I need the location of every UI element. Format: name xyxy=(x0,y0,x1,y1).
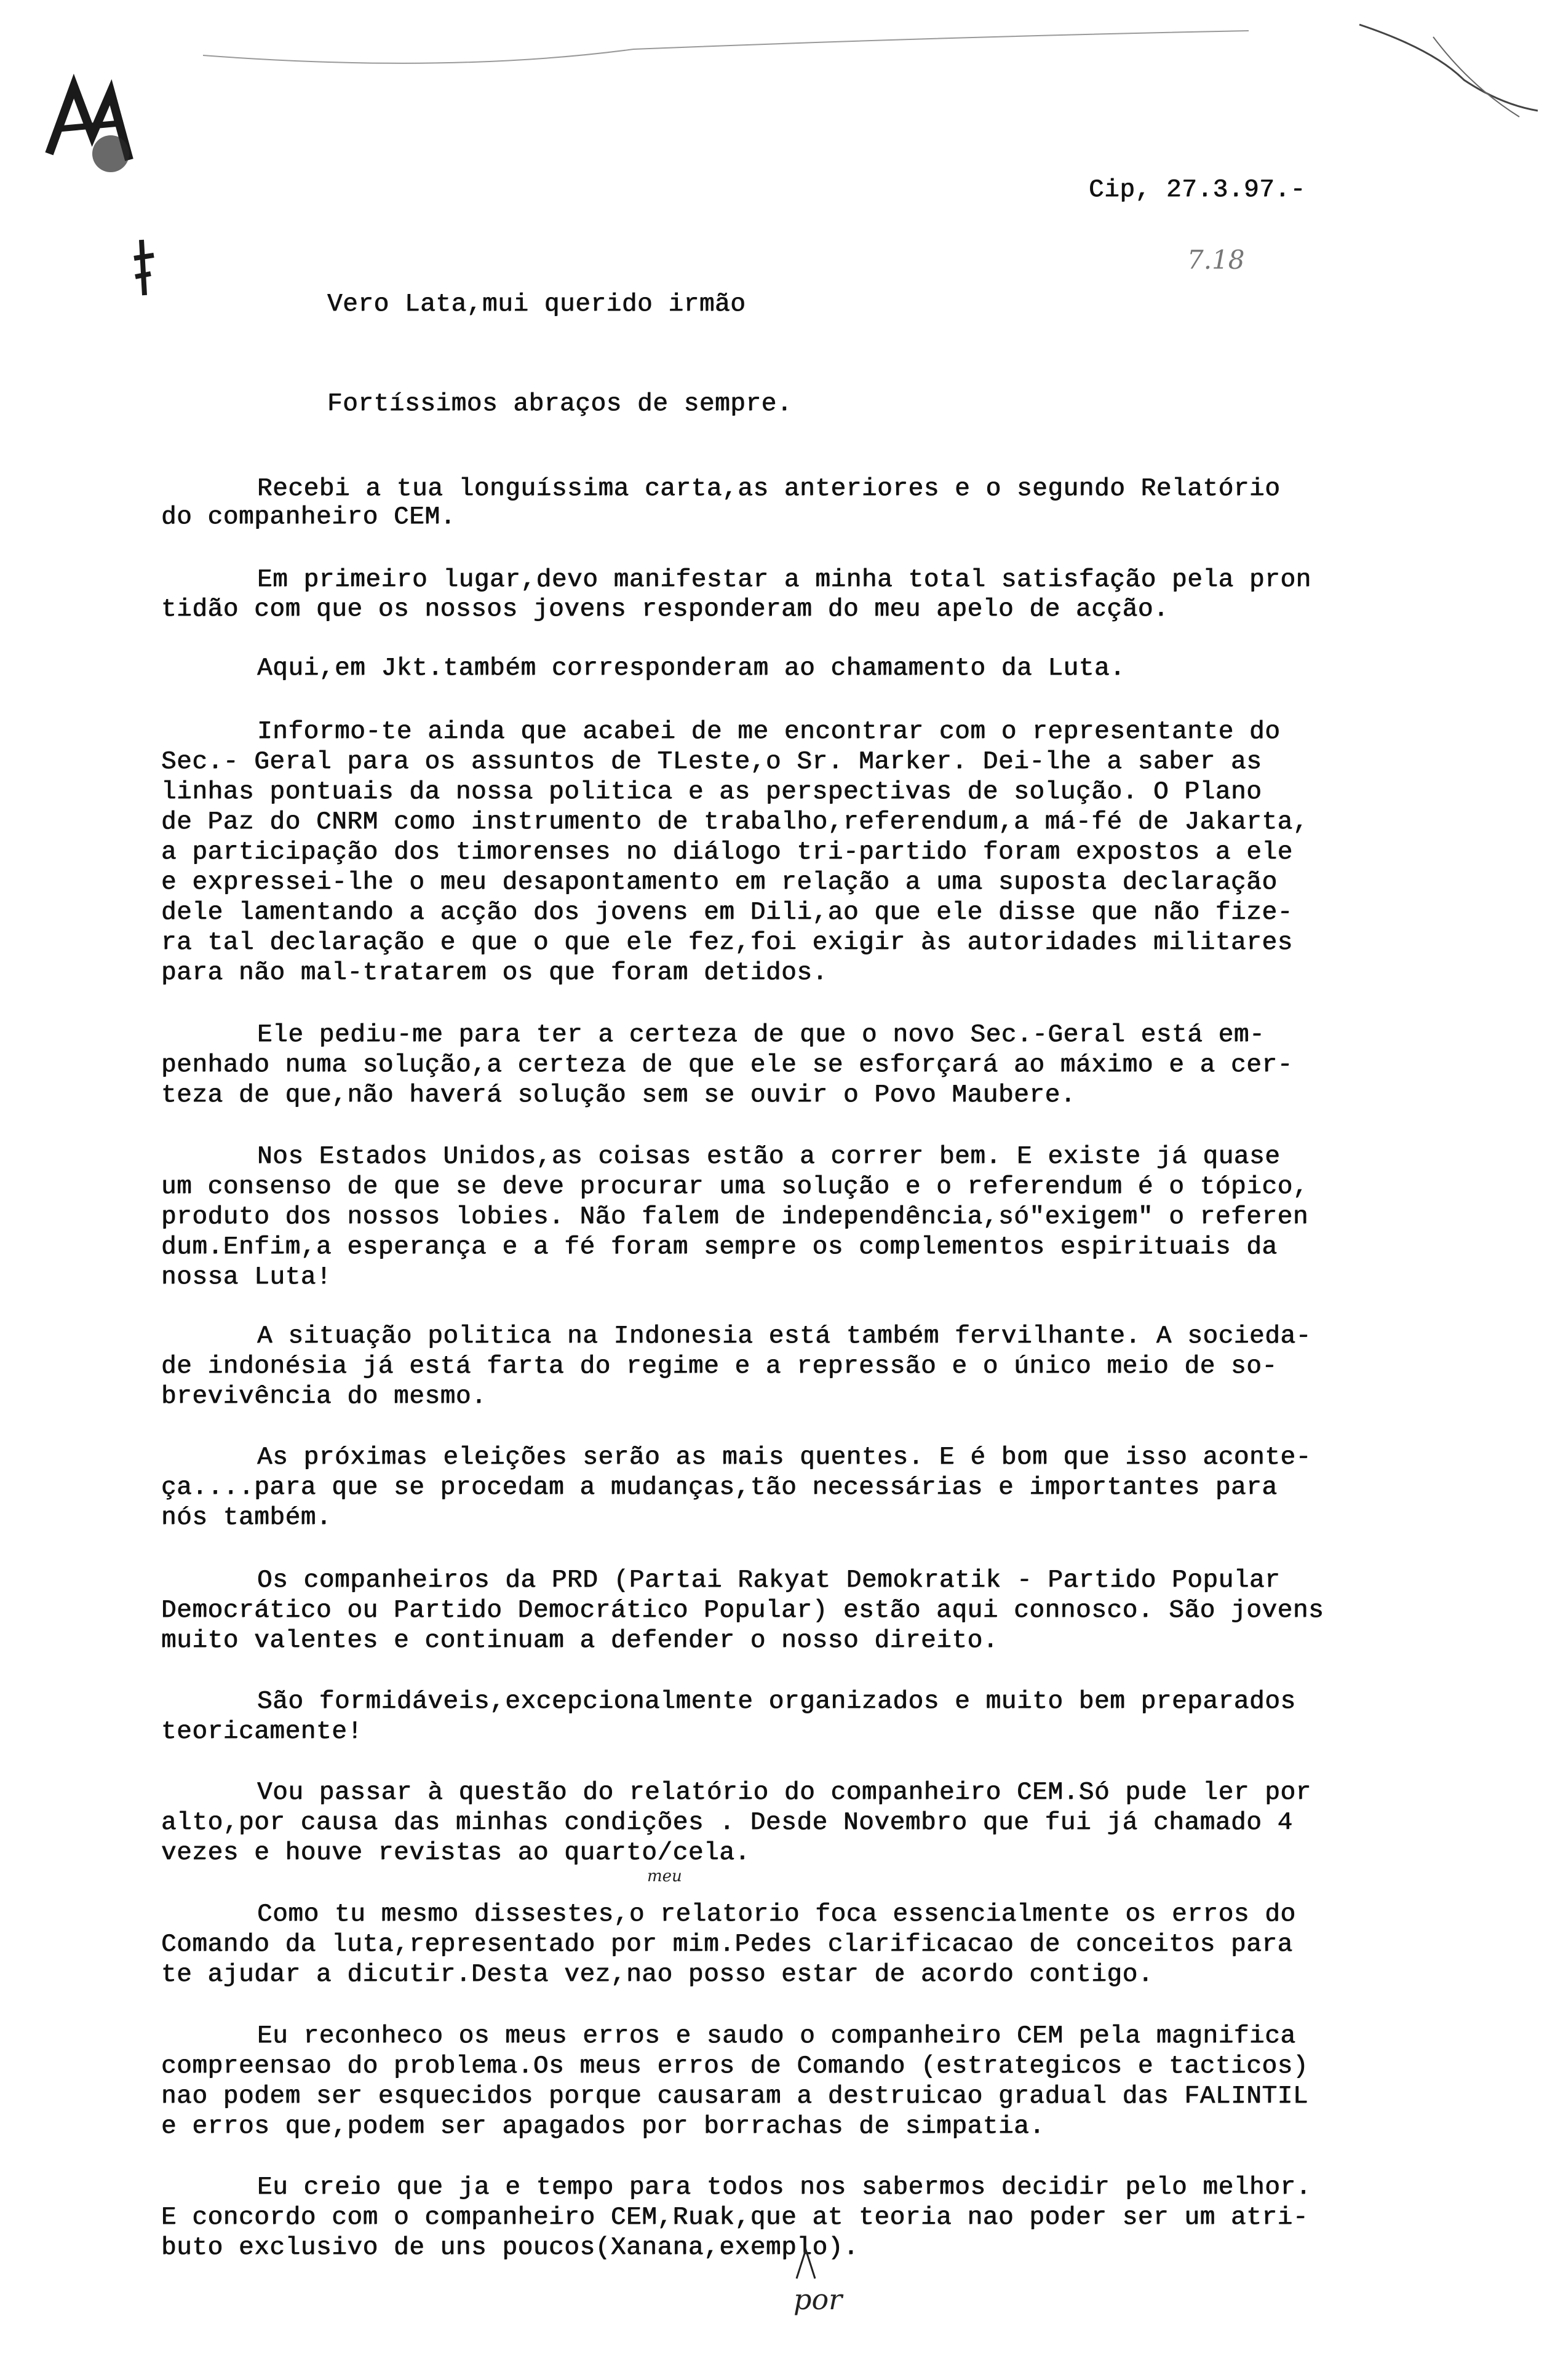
handwritten-insert-por: por xyxy=(793,2283,843,2316)
paragraph-9-line-1: teoricamente! xyxy=(161,1718,363,1746)
paragraph-7-line-1: ça....para que se procedam a mudanças,tão necessárias e importantes para xyxy=(161,1474,1278,1502)
paragraph-3-line-0: Informo-te ainda que acabei de me encontrar com o representante do xyxy=(257,718,1281,746)
paragraph-5-line-4: nossa Luta! xyxy=(161,1263,332,1291)
paragraph-12-line-0: Eu reconheco os meus erros e saudo o companheiro CEM pela magnifica xyxy=(257,2022,1296,2050)
top-edge-stain xyxy=(203,12,1544,135)
paragraph-1-line-0: Em primeiro lugar,devo manifestar a minha total satisfação pela pron xyxy=(257,566,1311,594)
paragraph-10-line-1: alto,por causa das minhas condições . Desde Novembro que fui já chamado 4 xyxy=(161,1809,1293,1837)
paragraph-4-line-1: penhado numa solução,a certeza de que ele se esforçará ao máximo e a cer- xyxy=(161,1051,1293,1079)
paragraph-5-line-2: produto dos nossos lobies. Não falem de independência,só"exigem" o referen xyxy=(161,1203,1309,1231)
paragraph-12-line-3: e erros que,podem ser apagados por borrachas de simpatia. xyxy=(161,2112,1045,2141)
paragraph-12-line-1: compreensao do problema.Os meus erros de Comando (estrategicos e tacticos) xyxy=(161,2052,1309,2081)
insertion-caret-mark xyxy=(793,2245,818,2282)
paragraph-3-line-5: e expressei-lhe o meu desapontamento em relação a uma suposta declaração xyxy=(161,868,1278,897)
paragraph-11-line-0: Como tu mesmo dissestes,o relatorio foca essencialmente os erros do xyxy=(257,1900,1296,1929)
paragraph-3-line-4: a participação dos timorenses no diálogo tri-partido foram expostos a ele xyxy=(161,838,1293,867)
paragraph-8-line-1: Democrático ou Partido Democrático Popular) estão aqui connosco. São jovens xyxy=(161,1597,1324,1625)
paragraph-10-line-2: vezes e houve revistas ao quarto/cela. xyxy=(161,1839,750,1867)
paragraph-3-line-8: para não mal-tratarem os que foram detidos. xyxy=(161,959,828,987)
paragraph-5-line-0: Nos Estados Unidos,as coisas estão a correr bem. E existe já quase xyxy=(257,1143,1281,1171)
paragraph-0-line-1: do companheiro CEM. xyxy=(161,503,456,531)
paragraph-13-line-1: E concordo com o companheiro CEM,Ruak,que at teoria nao poder ser um atri- xyxy=(161,2203,1309,2232)
paragraph-8-line-2: muito valentes e continuam a defender o nosso direito. xyxy=(161,1627,999,1655)
corner-scribble-mark xyxy=(37,61,148,178)
handwritten-insert-meu: meu xyxy=(647,1867,682,1886)
paragraph-3-line-6: dele lamentando a acção dos jovens em Dili,ao que ele disse que não fize- xyxy=(161,898,1293,927)
paragraph-5-line-3: dum.Enfim,a esperança e a fé foram sempre os complementos espirituais da xyxy=(161,1233,1278,1261)
paragraph-11-line-2: te ajudar a dicutir.Desta vez,nao posso estar de acordo contigo. xyxy=(161,1961,1154,1989)
paragraph-6-line-1: de indonésia já está farta do regime e a repressão e o único meio de so- xyxy=(161,1352,1278,1381)
paragraph-6-line-0: A situação politica na Indonesia está também fervilhante. A socieda- xyxy=(257,1322,1311,1351)
greeting: Fortíssimos abraços de sempre. xyxy=(327,390,793,418)
handwritten-top-note: 7.18 xyxy=(1187,245,1245,275)
paragraph-13-line-2: buto exclusivo de uns poucos(Xanana,exemplo). xyxy=(161,2234,859,2262)
paragraph-3-line-2: linhas pontuais da nossa politica e as perspectivas de solução. O Plano xyxy=(161,778,1262,806)
paragraph-7-line-2: nós também. xyxy=(161,1504,332,1532)
paragraph-4-line-2: teza de que,não haverá solução sem se ouvir o Povo Maubere. xyxy=(161,1081,1076,1109)
paragraph-2-line-0: Aqui,em Jkt.também corresponderam ao chamamento da Luta. xyxy=(257,654,1126,683)
paragraph-12-line-2: nao podem ser esquecidos porque causaram a destruicao gradual das FALINTIL xyxy=(161,2082,1309,2111)
paragraph-6-line-2: brevivência do mesmo. xyxy=(161,1382,487,1411)
margin-tick-mark xyxy=(129,234,160,301)
paragraph-10-line-0: Vou passar à questão do relatório do companheiro CEM.Só pude ler por xyxy=(257,1779,1311,1807)
salutation: Vero Lata,mui querido irmão xyxy=(327,290,746,319)
paragraph-3-line-3: de Paz do CNRM como instrumento de trabalho,referendum,a má-fé de Jakarta, xyxy=(161,808,1309,836)
paragraph-0-line-0: Recebi a tua longuíssima carta,as anteriores e o segundo Relatório xyxy=(257,475,1281,503)
paragraph-4-line-0: Ele pediu-me para ter a certeza de que o novo Sec.-Geral está em- xyxy=(257,1021,1265,1049)
paragraph-5-line-1: um consenso de que se deve procurar uma solução e o referendum é o tópico, xyxy=(161,1173,1309,1201)
paragraph-3-line-7: ra tal declaração e que o que ele fez,foi exigir às autoridades militares xyxy=(161,929,1293,957)
paragraph-3-line-1: Sec.- Geral para os assuntos de TLeste,o Sr. Marker. Dei-lhe a saber as xyxy=(161,748,1262,776)
paragraph-8-line-0: Os companheiros da PRD (Partai Rakyat Demokratik - Partido Popular xyxy=(257,1566,1281,1595)
place-date: Cip, 27.3.97.- xyxy=(1089,176,1306,204)
paragraph-9-line-0: São formidáveis,excepcionalmente organizados e muito bem preparados xyxy=(257,1688,1296,1716)
paragraph-13-line-0: Eu creio que ja e tempo para todos nos sabermos decidir pelo melhor. xyxy=(257,2173,1311,2202)
paragraph-1-line-1: tidão com que os nossos jovens responderam do meu apelo de acção. xyxy=(161,595,1169,624)
paragraph-7-line-0: As próximas eleições serão as mais quentes. E é bom que isso aconte- xyxy=(257,1443,1311,1472)
paragraph-11-line-1: Comando da luta,representado por mim.Pedes clarificacao de conceitos para xyxy=(161,1930,1293,1959)
